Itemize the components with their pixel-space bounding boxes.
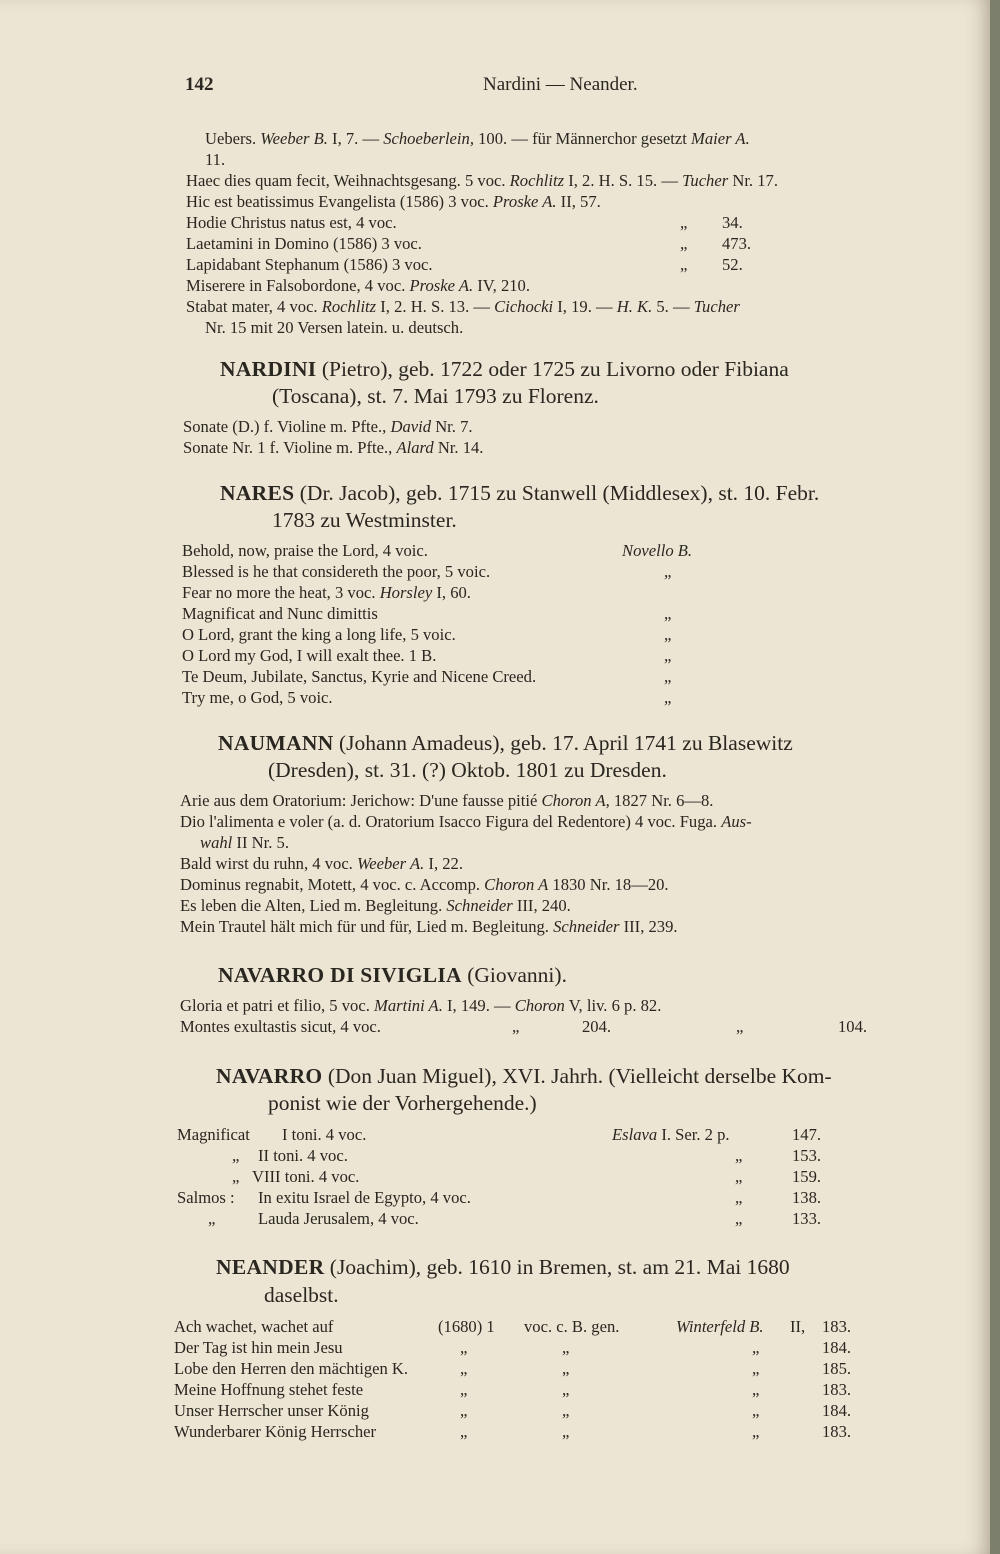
work-line: Behold, now, praise the Lord, 4 voic. — [182, 541, 428, 560]
ditto-mark: „ — [752, 1422, 760, 1441]
page-ref: 133. — [792, 1209, 822, 1228]
work-line: Sonate Nr. 1 f. Violine m. Pfte., Alard Nr. 14. — [183, 438, 484, 457]
composer-heading: NEANDER (Joachim), geb. 1610 in Bremen, st. am 21. Mai 1680 — [216, 1255, 790, 1279]
ditto-mark: „ — [460, 1380, 468, 1399]
ditto-mark: „ — [562, 1422, 570, 1441]
work-line: Montes exultastis sicut, 4 voc. — [180, 1017, 381, 1036]
page-ref: 34. — [722, 213, 743, 232]
ditto-mark: „ — [460, 1422, 468, 1441]
work-line: In exitu Israel de Egypto, 4 voc. — [258, 1188, 471, 1207]
source-ref: Eslava I. Ser. 2 p. — [612, 1125, 730, 1144]
work-line: Meine Hoffnung stehet feste — [174, 1380, 364, 1399]
ditto-mark: „ — [562, 1359, 570, 1378]
work-line: Try me, o God, 5 voic. — [182, 688, 333, 707]
work-line: Dio l'alimenta e voler (a. d. Oratorium Isacco Figura del Redentore) 4 voc. Fuga. Aus- — [180, 812, 752, 831]
running-title: Nardini — Neander. — [483, 74, 638, 95]
ditto-mark: „ — [736, 1017, 744, 1036]
work-line: Mein Trautel hält mich für und für, Lied m. Begleitung. Schneider III, 239. — [180, 917, 678, 936]
ditto-mark: „ — [735, 1209, 743, 1228]
page-ref: 184. — [822, 1338, 852, 1357]
composer-heading: NAUMANN (Johann Amadeus), geb. 17. April 1741 zu Blasewitz — [218, 731, 793, 755]
composer-heading-cont: (Toscana), st. 7. Mai 1793 zu Florenz. — [272, 384, 599, 408]
entry-line: Nr. 15 mit 20 Versen latein. u. deutsch. — [205, 318, 464, 337]
page-ref: 153. — [792, 1146, 822, 1165]
work-line: Sonate (D.) f. Violine m. Pfte., David Nr. 7. — [183, 417, 473, 436]
page-ref: 185. — [822, 1359, 852, 1378]
ditto-mark: „ — [664, 562, 672, 581]
ditto-mark: „ — [752, 1338, 760, 1357]
page-ref: 183. — [822, 1422, 852, 1441]
ditto-mark: „ — [664, 625, 672, 644]
work-line: Es leben die Alten, Lied m. Begleitung. Schneider III, 240. — [180, 896, 571, 915]
ditto-mark: „ — [664, 604, 672, 623]
entry-line: Hic est beatissimus Evangelista (1586) 3 voc. Proske A. II, 57. — [186, 192, 601, 211]
page-ref: 184. — [822, 1401, 852, 1420]
work-line: Lauda Jerusalem, 4 voc. — [258, 1209, 419, 1228]
work-line: wahl II Nr. 5. — [200, 833, 289, 852]
date-col: (1680) 1 — [438, 1317, 495, 1336]
work-line: I toni. 4 voc. — [282, 1125, 367, 1144]
work-line: Der Tag ist hin mein Jesu — [174, 1338, 343, 1357]
work-line: Te Deum, Jubilate, Sanctus, Kyrie and Nicene Creed. — [182, 667, 537, 686]
page-ref: 473. — [722, 234, 752, 253]
ditto-mark: „ — [664, 667, 672, 686]
voice-col: voc. c. B. gen. — [524, 1317, 620, 1336]
page-ref: 52. — [722, 255, 743, 274]
volume-ref: II, — [790, 1317, 806, 1336]
ditto-mark: „ — [680, 213, 688, 232]
work-line: O Lord, grant the king a long life, 5 voic. — [182, 625, 456, 644]
entry-line: Uebers. Weeber B. I, 7. — Schoeberlein, 100. — für Männerchor gesetzt Maier A. — [205, 129, 750, 148]
source-ref: Novello B. — [622, 541, 693, 560]
ditto-mark: „ — [562, 1380, 570, 1399]
ditto-mark: „ — [562, 1401, 570, 1420]
ditto-mark: „ — [512, 1017, 520, 1036]
ditto-mark: „ — [680, 255, 688, 274]
entry-line: Miserere in Falsobordone, 4 voc. Proske A. IV, 210. — [186, 276, 530, 295]
page-ref: 183. — [822, 1380, 852, 1399]
ditto-mark: „ — [562, 1338, 570, 1357]
entry-line: Laetamini in Domino (1586) 3 voc. — [186, 234, 422, 253]
work-line: Blessed is he that considereth the poor, 5 voic. — [182, 562, 491, 581]
page-ref: 204. — [582, 1017, 612, 1036]
ditto-mark: „ — [232, 1167, 240, 1186]
entry-line: Hodie Christus natus est, 4 voc. — [186, 213, 397, 232]
composer-heading: NARES (Dr. Jacob), geb. 1715 zu Stanwell (Middlesex), st. 10. Febr. — [220, 481, 820, 505]
ditto-mark: „ — [752, 1380, 760, 1399]
composer-heading: NARDINI (Pietro), geb. 1722 oder 1725 zu Livorno oder Fibiana — [220, 357, 789, 381]
work-line: Dominus regnabit, Motett, 4 voc. c. Accomp. Choron A 1830 Nr. 18—20. — [180, 875, 669, 894]
ditto-mark: „ — [460, 1401, 468, 1420]
ditto-mark: „ — [664, 646, 672, 665]
composer-heading: NAVARRO (Don Juan Miguel), XVI. Jahrh. (Vielleicht derselbe Kom- — [216, 1064, 832, 1088]
work-prefix: Magnificat — [177, 1125, 250, 1144]
entry-line: Stabat mater, 4 voc. Rochlitz I, 2. H. S. 13. — Cichocki I, 19. — H. K. 5. — Tucher — [186, 297, 740, 316]
work-line: Bald wirst du ruhn, 4 voc. Weeber A. I, 22. — [180, 854, 463, 873]
composer-heading-cont: (Dresden), st. 31. (?) Oktob. 1801 zu Dresden. — [268, 758, 667, 782]
page-ref: 104. — [838, 1017, 868, 1036]
work-line: Magnificat and Nunc dimittis — [182, 604, 378, 623]
ditto-mark: „ — [752, 1359, 760, 1378]
work-line: Ach wachet, wachet auf — [174, 1317, 334, 1336]
source-ref: Winterfeld B. — [676, 1317, 764, 1336]
work-line: Unser Herrscher unser König — [174, 1401, 369, 1420]
work-line: Gloria et patri et filio, 5 voc. Martini A. I, 149. — Choron V, liv. 6 p. 82. — [180, 996, 662, 1015]
page-ref: 159. — [792, 1167, 822, 1186]
work-line: VIII toni. 4 voc. — [252, 1167, 360, 1186]
work-line: O Lord my God, I will exalt thee. 1 B. — [182, 646, 437, 665]
work-prefix: Salmos : — [177, 1188, 235, 1207]
work-line: II toni. 4 voc. — [258, 1146, 348, 1165]
ditto-mark: „ — [735, 1146, 743, 1165]
entry-line: 11. — [205, 150, 226, 169]
work-line: Wunderbarer König Herrscher — [174, 1422, 377, 1441]
work-line: Lobe den Herren den mächtigen K. — [174, 1359, 409, 1378]
page-ref: 183. — [822, 1317, 852, 1336]
ditto-mark: „ — [232, 1146, 240, 1165]
page-ref: 147. — [792, 1125, 822, 1144]
ditto-mark: „ — [460, 1338, 468, 1357]
work-line: Arie aus dem Oratorium: Jerichow: D'une fausse pitié Choron A, 1827 Nr. 6—8. — [180, 791, 714, 810]
page-ref: 138. — [792, 1188, 822, 1207]
ditto-mark: „ — [752, 1401, 760, 1420]
composer-heading-cont: ponist wie der Vorhergehende.) — [268, 1091, 537, 1115]
work-line: Fear no more the heat, 3 voc. Horsley I, 60. — [182, 583, 471, 602]
ditto-mark: „ — [680, 234, 688, 253]
composer-heading: NAVARRO DI SIVIGLIA (Giovanni). — [218, 963, 567, 987]
composer-heading-cont: 1783 zu Westminster. — [272, 508, 457, 532]
ditto-mark: „ — [735, 1188, 743, 1207]
ditto-mark: „ — [460, 1359, 468, 1378]
entry-line: Haec dies quam fecit, Weihnachtsgesang. 5 voc. Rochlitz I, 2. H. S. 15. — Tucher Nr. 17. — [186, 171, 778, 190]
entry-line: Lapidabant Stephanum (1586) 3 voc. — [186, 255, 433, 274]
ditto-mark: „ — [735, 1167, 743, 1186]
composer-heading-cont: daselbst. — [264, 1283, 339, 1307]
ditto-mark: „ — [664, 688, 672, 707]
ditto-mark: „ — [208, 1209, 216, 1228]
page-number: 142 — [185, 74, 214, 95]
